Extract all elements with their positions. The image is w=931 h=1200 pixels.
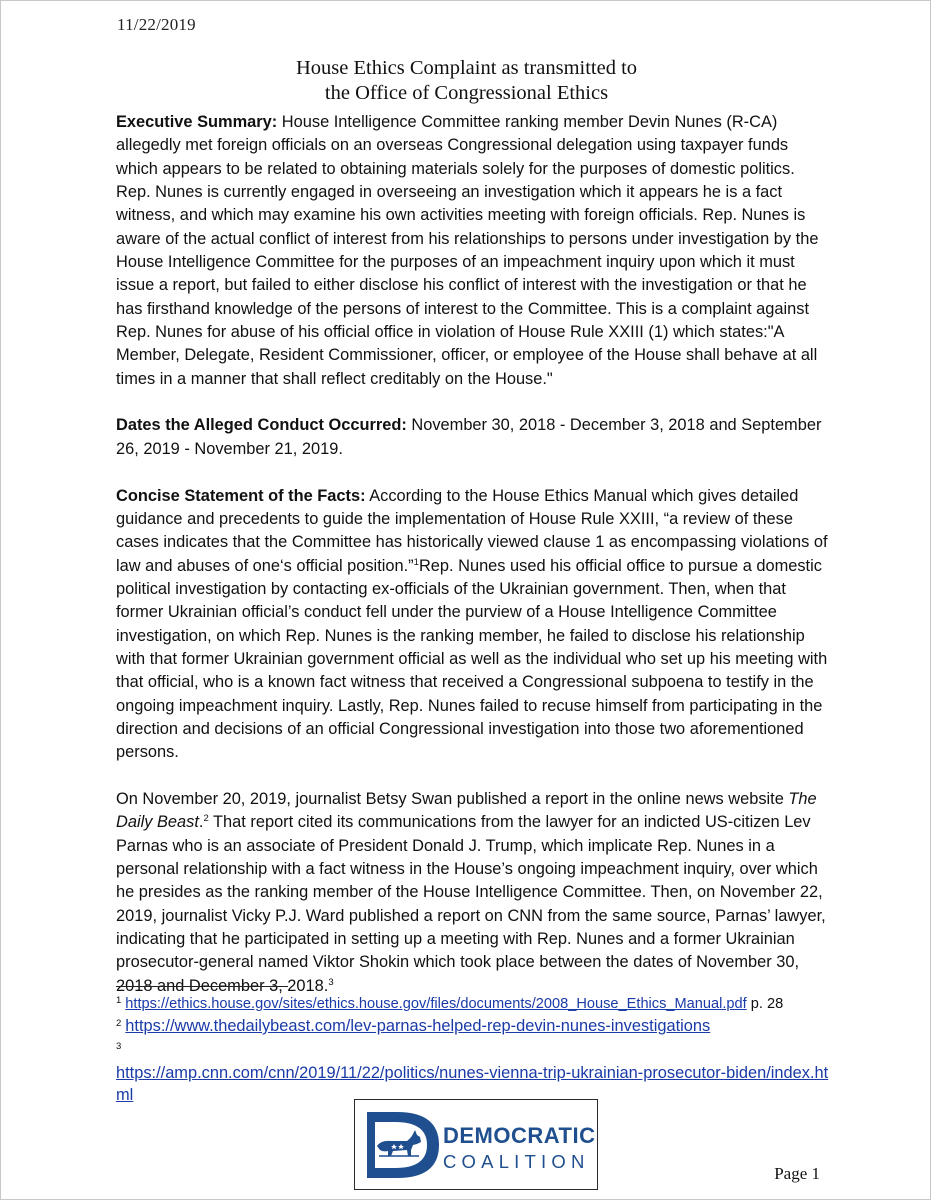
dates-text: November 30, 2018 - December 3, 2018 and September 26, 2019 - November 21, 2019. bbox=[116, 416, 822, 458]
footnote-number: 3 bbox=[116, 1041, 122, 1052]
footnote-link[interactable]: https://www.thedailybeast.com/lev-parnas-helped-rep-devin-nunes-investigations bbox=[125, 1017, 711, 1035]
footnote-link[interactable]: https://amp.cnn.com/cnn/2019/11/22/politics/nunes-vienna-trip-ukrainian-prosecutor-biden/index.html bbox=[116, 1064, 829, 1104]
title-line-2: the Office of Congressional Ethics bbox=[324, 82, 609, 104]
footnote-ref-2[interactable]: 2 bbox=[203, 813, 209, 825]
executive-summary-label: Executive Summary: bbox=[116, 113, 278, 131]
executive-summary-text: House Intelligence Committee ranking member Devin Nunes (R-CA) allegedly met foreign officials on an overseas Congressional delegation using taxpayer funds which appears to be related to obtaining materials solely for the purposes of domestic politics. Rep. Nunes is currently engaged in overseeing an investigation which it appears he is a fact witness, and which may examine his own activities meeting with foreign officials. Rep. Nunes is aware of the actual conflict of interest from his relationships to persons under investigation by the House Intelligence Committee for the purposes of an impeachment inquiry upon which it must issue a report, but failed to either disclose his conflict of interest with the investigation or that he has firsthand knowledge of the persons of interest to the Committee. This is a complaint against Rep. Nunes for abuse of his official office in violation of House Rule XXIII (1) which states:"A Member, Delegate, Resident Commissioner, officer, or employee of the House shall behave at all times in a manner that shall reflect creditably on the House." bbox=[116, 113, 819, 388]
facts-text-a: According to the House Ethics Manual which gives detailed guidance and precedents to guide the implementation of House Rule XXIII, “a review of these cases indicates that the Committee has historically viewed clause 1 as encompassing violations of law and abuses of one‘s official position.” bbox=[116, 486, 828, 575]
dates-label: Dates the Alleged Conduct Occurred: bbox=[116, 416, 407, 435]
footnote-separator bbox=[116, 986, 288, 987]
document-date: 11/22/2019 bbox=[117, 15, 196, 34]
footnote-2 bbox=[116, 1014, 836, 1037]
footnote-number: 2 bbox=[116, 1018, 122, 1029]
document-title bbox=[1, 56, 931, 106]
logo-word-coalition: COALITION bbox=[443, 1151, 590, 1172]
democratic-coalition-logo bbox=[354, 1099, 598, 1190]
dates-paragraph bbox=[116, 414, 828, 461]
report-text-a: On November 20, 2019, journalist Betsy Swan published a report in the online news website bbox=[116, 789, 789, 808]
logo-word-democratic: DEMOCRATIC bbox=[443, 1123, 596, 1148]
facts-label: Concise Statement of the Facts: bbox=[116, 486, 366, 505]
executive-summary-paragraph bbox=[116, 111, 828, 391]
donkey-d-icon bbox=[363, 1108, 443, 1182]
page-number: Page 1 bbox=[774, 1164, 820, 1183]
footnote-link[interactable]: https://ethics.house.gov/sites/ethics.house.gov/files/documents/2008_House_Ethics_Manual.pdf bbox=[125, 996, 747, 1012]
footnote-ref-1[interactable]: 1 bbox=[413, 556, 419, 568]
title-line-1: House Ethics Complaint as transmitted to bbox=[295, 57, 638, 79]
footnote-number: 1 bbox=[116, 995, 122, 1006]
footnote-suffix: p. 28 bbox=[746, 996, 784, 1012]
report-text-b: . bbox=[198, 813, 204, 832]
footnote-3 bbox=[116, 1037, 836, 1106]
report-paragraph bbox=[116, 788, 828, 998]
publication-name: The Daily Beast bbox=[116, 789, 817, 832]
footnote-1 bbox=[116, 991, 836, 1014]
footnote-ref-3[interactable]: 3 bbox=[328, 976, 334, 988]
report-text-c: That report cited its communications from the lawyer for an indicted US-citizen Lev Parnas who is an associate of President Donald J. Trump, which implicate Rep. Nunes in a personal relationship with a fact witness in the House’s ongoing impeachment inquiry, over which he presides as the ranking member of the House Intelligence Committee. Then, on November 22, 2019, journalist Vicky P.J. Ward published a report on CNN from the same source, Parnas’ lawyer, indicating that he participated in setting up a meeting with Rep. Nunes and a former Ukrainian prosecutor-general named Viktor Shokin which took place between the dates of November 30, 2018 and December 3, 2018. bbox=[116, 813, 826, 995]
facts-paragraph bbox=[116, 485, 828, 765]
facts-text-b: Rep. Nunes used his official office to pursue a domestic political investigation by contacting ex-officials of the Ukrainian government. Then, when that former Ukrainian official’s conduct fell under the purview of a House Intelligence Committee investigation, on which Rep. Nunes is the ranking member, he failed to disclose his relationship with that former Ukrainian government official as well as the individual who set up his meeting with that official, who is a known fact witness that received a Congressional subpoena to testify in the ongoing impeachment inquiry. Lastly, Rep. Nunes failed to recuse himself from participating in the direction and decisions of an official Congressional investigation into those two aforementioned persons. bbox=[116, 556, 828, 762]
footnotes bbox=[116, 991, 836, 1106]
document-body bbox=[116, 111, 828, 1021]
